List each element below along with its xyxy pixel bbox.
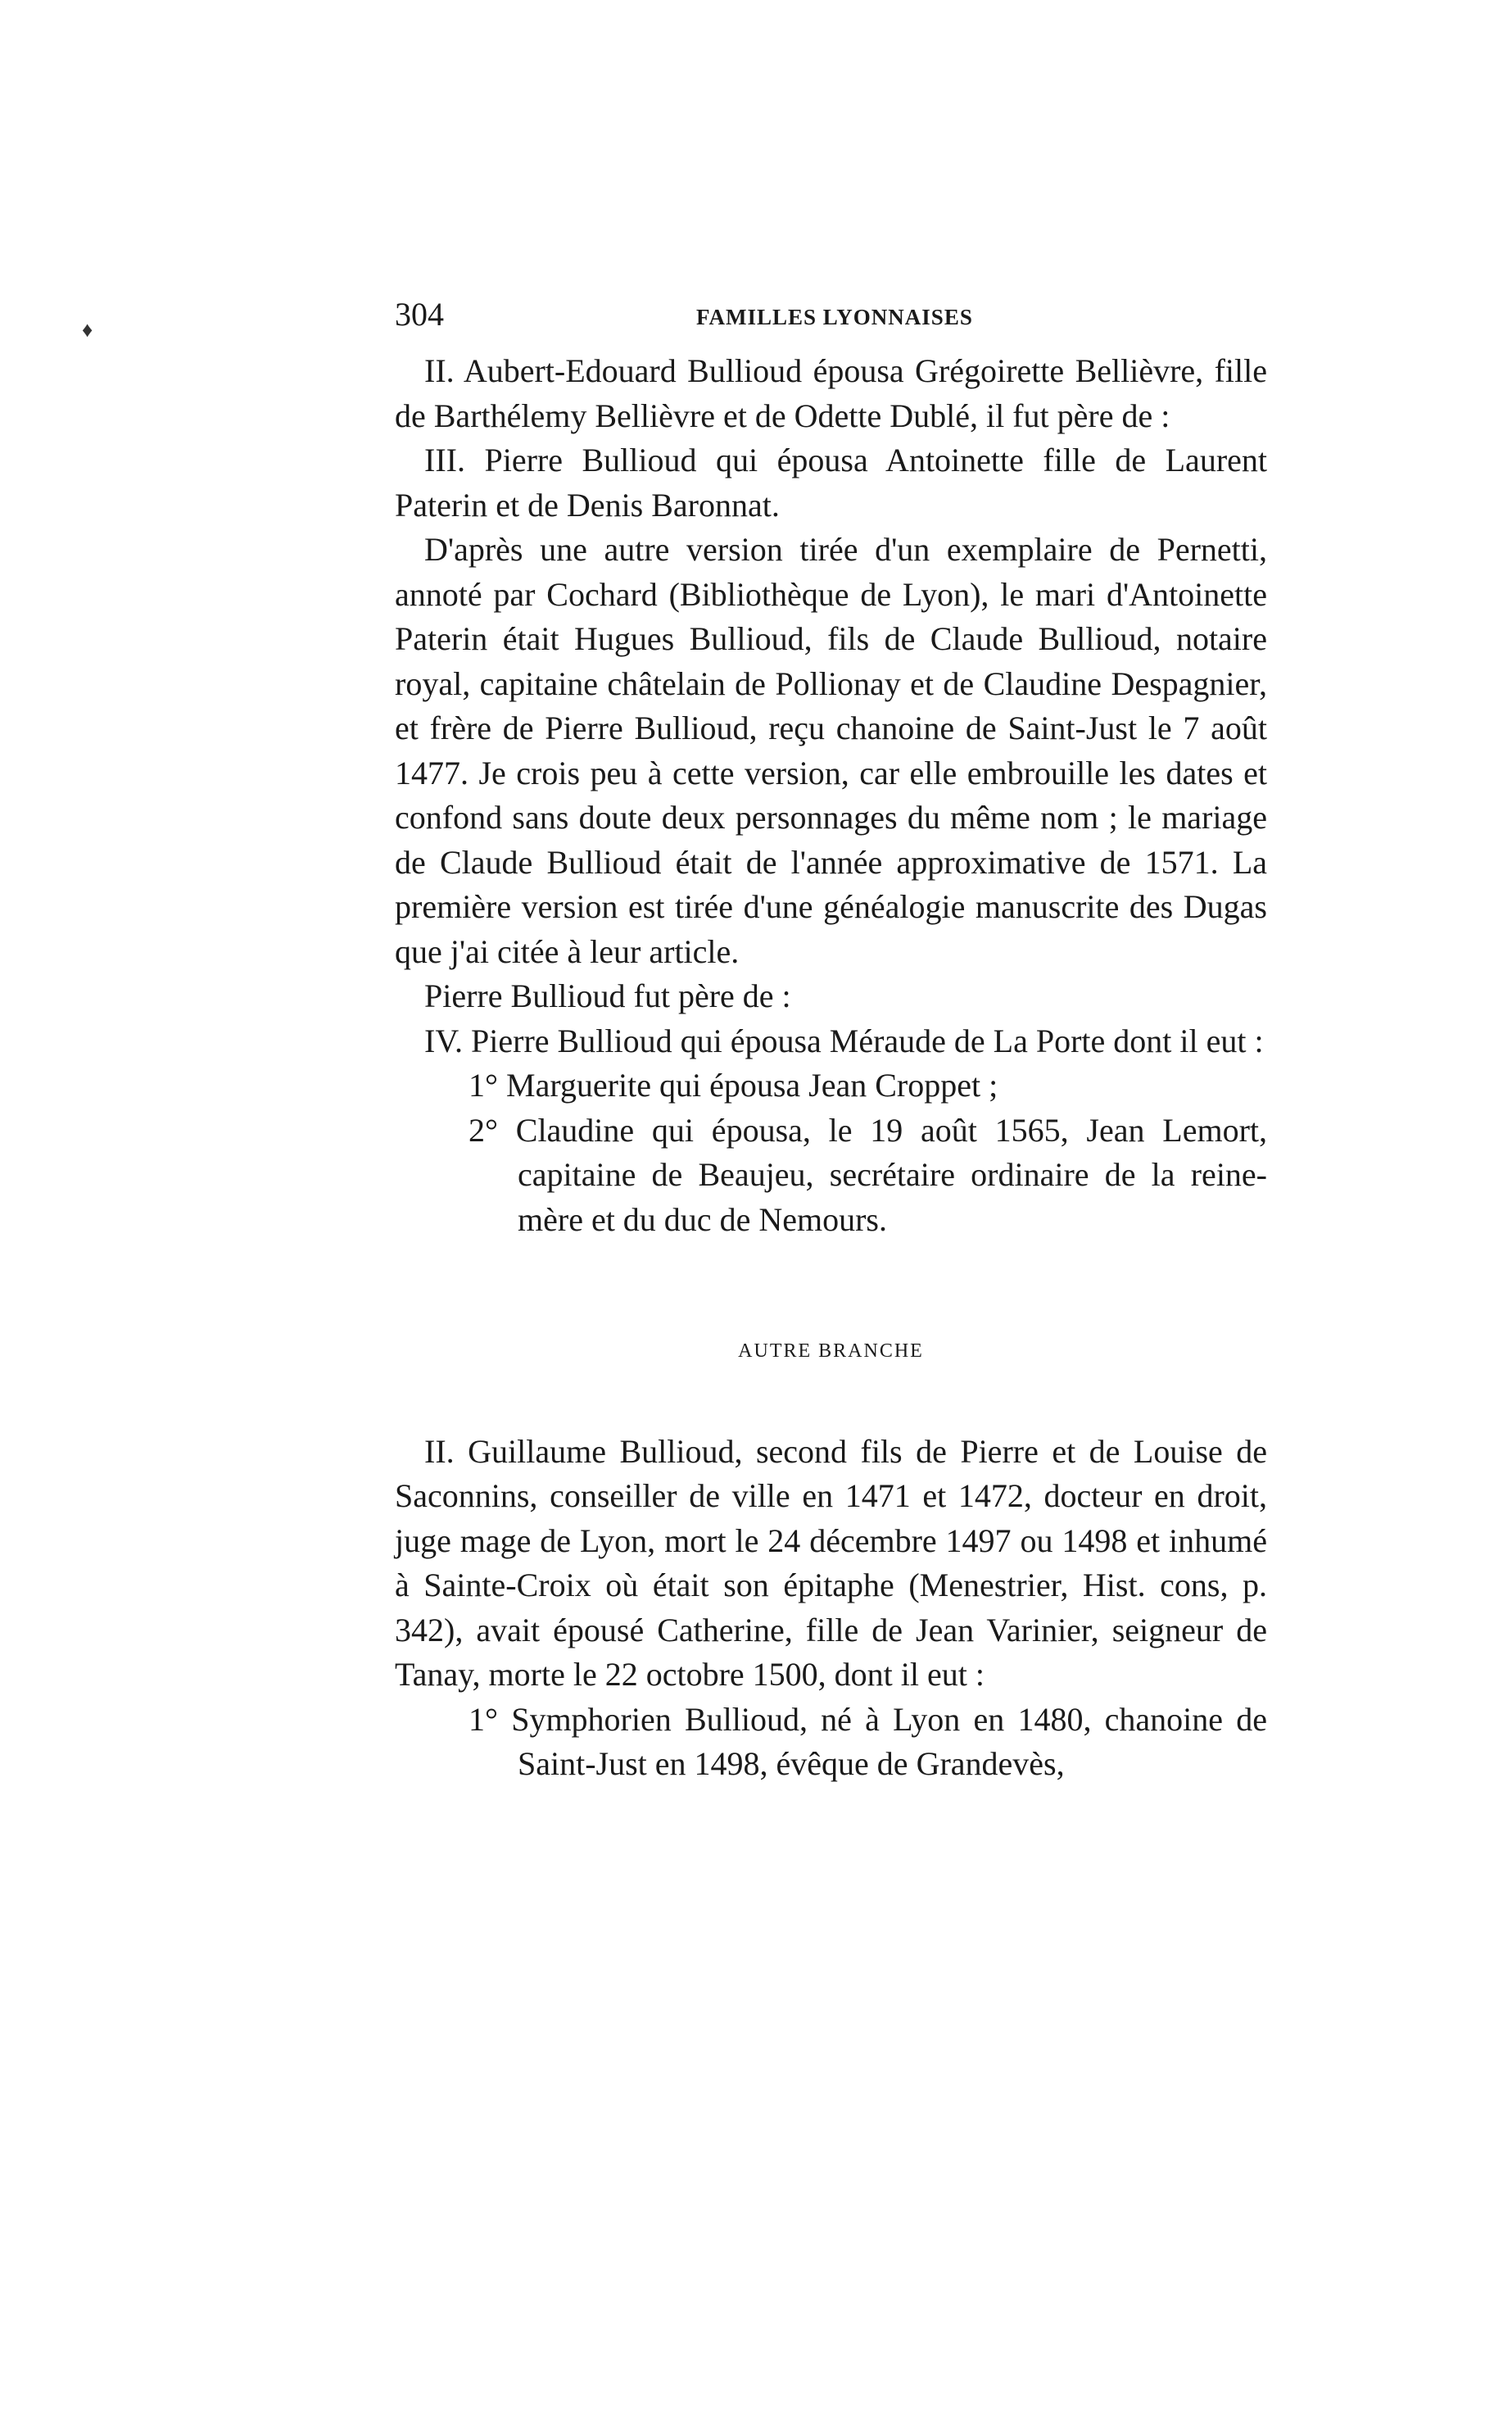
paragraph-pierre-iv: IV. Pierre Bullioud qui épousa Méraude de La Porte dont il eut : <box>424 1022 1264 1059</box>
paragraph-guillaume: II. Guillaume Bullioud, second fils de Pierre et de Louise de Saconnins, conseiller de ville en 1471 et 1472, docteur en droit, juge mage de Lyon, mort le 24 décembre 1497 ou 1498 et inhumé à Sainte-Croix où était son épitaphe (Menestrier, Hist. cons, p. 342), avait épousé Catherine, fille de Jean Varinier, seigneur de Tanay, morte le 22 octobre 1500, dont il eut : <box>395 1432 1267 1693</box>
paragraph-pierre-iii: III. Pierre Bullioud qui épousa Antoinette fille de Laurent Paterin et de Denis Baronnat. <box>395 442 1267 524</box>
margin-mark: ♦ <box>82 318 93 342</box>
page-number: 304 <box>395 296 444 333</box>
running-title: FAMILLES LYONNAISES <box>696 305 973 329</box>
paragraph-other-version: D'après une autre version tirée d'un exemplaire de Pernetti, annoté par Cochard (Bibliothèque de Lyon), le mari d'Antoinette Paterin était Hugues Bullioud, fils de Claude Bullioud, notaire royal, capitaine châtelain de Pollionay et de Claudine Despagnier, et frère de Pierre Bullioud, reçu chanoine de Saint-Just le 7 août 1477. Je crois peu à cette version, car elle embrouille les dates et confond sans doute deux personnages du même nom ; le mariage de Claude Bullioud était de l'année approximative de 1571. La première version est tirée d'une généalogie manuscrite des Dugas que j'ai citée à leur article. <box>395 531 1267 970</box>
book-page <box>395 295 1267 1787</box>
paragraph-father-of: Pierre Bullioud fut père de : <box>424 977 791 1014</box>
page-body <box>395 349 1267 1787</box>
child-entry: 1° Symphorien Bullioud, né à Lyon en 1480, chanoine de Saint-Just en 1498, évêque de Grandevès, <box>469 1700 1267 1782</box>
page-header <box>395 295 1267 344</box>
child-entry: 2° Claudine qui épousa, le 19 août 1565, Jean Lemort, capitaine de Beaujeu, secrétaire ordinaire de la reine-mère et du duc de Nemours. <box>469 1111 1267 1238</box>
section-heading: AUTRE BRANCHE <box>738 1340 924 1362</box>
paragraph-aubert-edouard: II. Aubert-Edouard Bullioud épousa Grégoirette Bellièvre, fille de Barthélemy Bellièvre et de Odette Dublé, il fut père de : <box>395 352 1267 434</box>
child-entry: 1° Marguerite qui épousa Jean Croppet ; <box>469 1067 998 1104</box>
